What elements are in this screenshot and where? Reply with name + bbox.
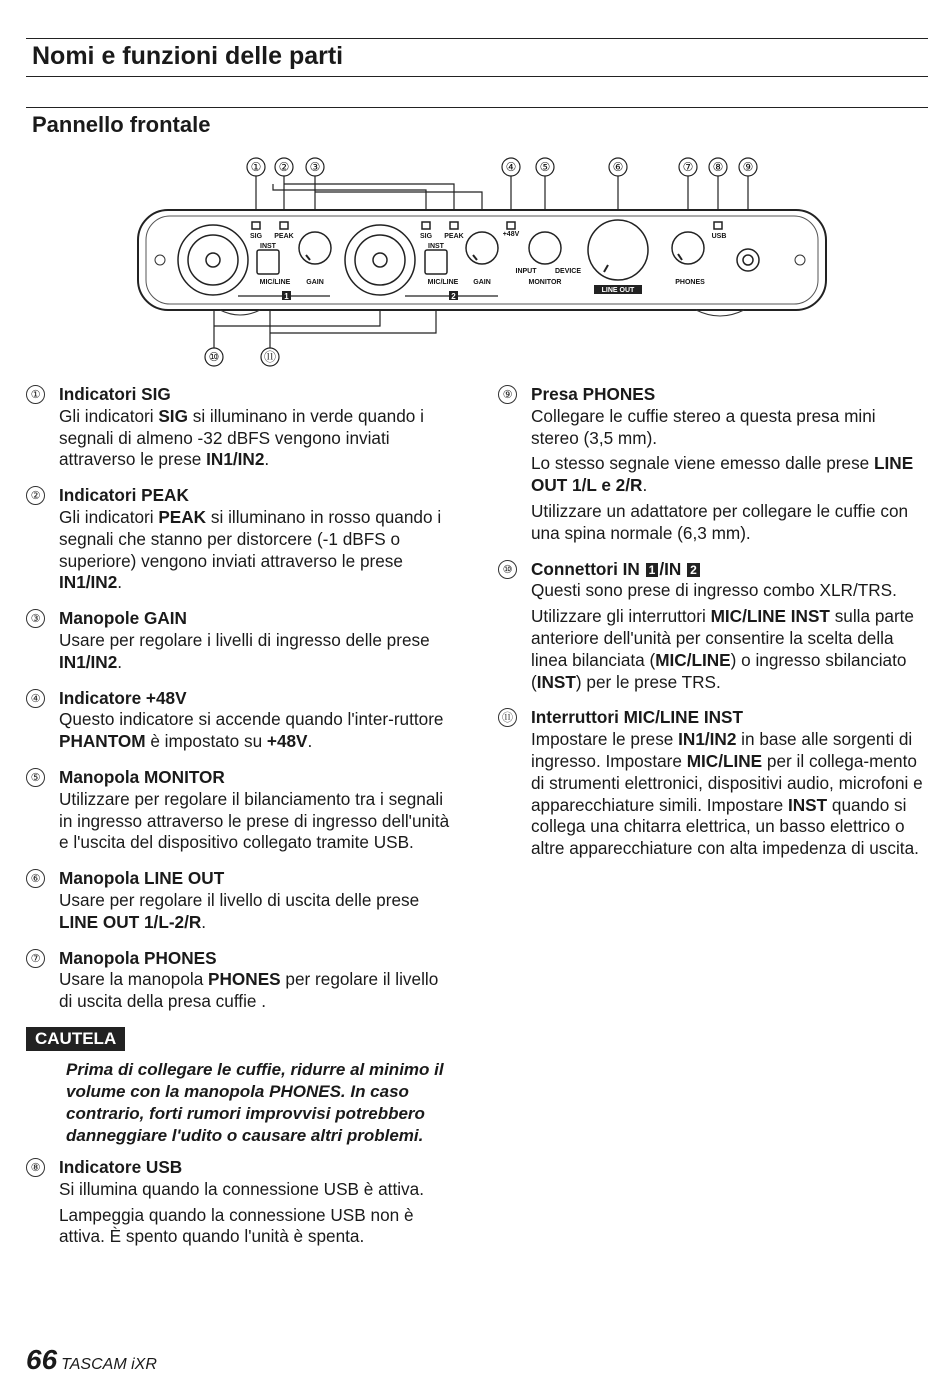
- line-out-label: LINE OUT: [601, 287, 635, 294]
- section-title: Pannello frontale: [32, 112, 211, 137]
- item-heading: Manopola PHONES: [59, 947, 217, 968]
- top-rule: [26, 38, 928, 39]
- phones-label: PHONES: [675, 279, 705, 286]
- callout-3-text: ③: [309, 160, 321, 174]
- item-body: Si illumina quando la connessione USB è attiva.: [59, 1178, 424, 1199]
- peak-label-1: PEAK: [274, 233, 294, 240]
- list-item: [26, 868, 456, 933]
- item-number: ②: [26, 486, 45, 505]
- list-item: [26, 688, 456, 753]
- micline-label-1: MIC/LINE: [259, 279, 291, 286]
- item-number: ④: [26, 689, 45, 708]
- item-body: Questi sono prese di ingresso combo XLR/TRS.: [531, 580, 897, 601]
- callout-1-text: ①: [250, 160, 262, 174]
- item-number: ⑤: [26, 768, 45, 787]
- item-number: ⑨: [498, 385, 517, 404]
- front-panel-diagram: [130, 150, 830, 372]
- item-body: Questo indicatore si accende quando l'inter-ruttore PHANTOM è impostato su +48V.: [59, 709, 444, 752]
- list-item: [26, 608, 456, 673]
- caution-label: CAUTELA: [26, 1027, 125, 1051]
- list-item: [26, 948, 456, 1013]
- item-body: Lampeggia quando la connessione USB non è attiva. È spento quando l'unità è spenta.: [59, 1204, 414, 1247]
- usb-label: USB: [711, 233, 727, 240]
- section-rule: [26, 107, 928, 108]
- device-label: DEVICE: [554, 268, 582, 275]
- item-body: Lo stesso segnale viene emesso dalle prese LINE OUT 1/L e 2/R.: [531, 453, 914, 496]
- right-column: [498, 384, 928, 874]
- item-body: Utilizzare gli interruttori MIC/LINE INST sulla parte anteriore dell'unità per consentire la scelta della linea bilanciata (MIC/LINE) o ingresso sbilanciato (INST) per le prese TRS.: [531, 606, 914, 692]
- list-item: [498, 384, 928, 545]
- item-heading: Interruttori MIC/LINE INST: [531, 707, 743, 728]
- callout-8-text: ⑧: [712, 160, 724, 174]
- item-heading: Connettori IN 1 /IN 2: [531, 559, 928, 581]
- list-item: [26, 767, 456, 854]
- model-name: TASCAM iXR: [61, 1356, 157, 1373]
- callout-9-text: ⑨: [742, 160, 754, 174]
- item-heading: Presa PHONES: [531, 384, 656, 404]
- micline-label-2: MIC/LINE: [427, 279, 459, 286]
- title-rule: [26, 76, 928, 77]
- item-body: Collegare le cuffie stereo a questa presa mini stereo (3,5 mm).: [531, 405, 876, 448]
- page-number: 66: [26, 1344, 58, 1375]
- item-number: ③: [26, 609, 45, 628]
- sig-label-2: SIG: [419, 233, 433, 240]
- gain-label-1: GAIN: [306, 279, 324, 286]
- peak-label-2: PEAK: [444, 233, 464, 240]
- item-body: Gli indicatori PEAK si illuminano in rosso quando i segnali che stanno per distorcere (-1 dBFS o superiore) vengono inviati attraverso le prese IN1/IN2.: [59, 506, 442, 593]
- inst-label-1: INST: [260, 243, 276, 250]
- item-body: Impostare le prese IN1/IN2 in base alle sorgenti di ingresso. Impostare MIC/LINE per il collega-mento di strumenti elettronici, dispositivi audio, microfoni e apparecchiature simili. Impostare INST quando si collega una chitarra elettrica, un basso elettrico o altre apparecchiature con alta impedenza di uscita.: [531, 729, 923, 859]
- item-heading: Indicatore +48V: [59, 687, 187, 708]
- callout-7-text: ⑦: [682, 160, 694, 174]
- gain-label-2: GAIN: [473, 279, 491, 286]
- item-number: ⑥: [26, 869, 45, 888]
- item-number: ⑧: [26, 1158, 45, 1177]
- list-item: [26, 1157, 456, 1248]
- callout-5-text: ⑤: [539, 160, 551, 174]
- ch2-badge: 2: [451, 292, 456, 301]
- item-body: Utilizzare per regolare il bilanciamento tra i segnali in ingresso attraverso le prese di ingresso dell'unità e l'uscita del dispositivo collegato tramite USB.: [59, 788, 450, 853]
- item-heading: Manopola MONITOR: [59, 766, 225, 787]
- item-body: Usare la manopola PHONES per regolare il livello di uscita della presa cuffie .: [59, 969, 439, 1012]
- callout-6-text: ⑥: [612, 160, 624, 174]
- item-heading: Manopole GAIN: [59, 608, 187, 629]
- item-body: Usare per regolare il livello di uscita delle prese LINE OUT 1/L-2/R.: [59, 889, 420, 932]
- item-body: Usare per regolare i livelli di ingresso delle prese IN1/IN2.: [59, 629, 430, 672]
- p48-label: +48V: [502, 231, 520, 238]
- item-heading: Indicatore USB: [59, 1156, 183, 1177]
- page-title: Nomi e funzioni delle parti: [32, 42, 344, 70]
- ch1-badge: 1: [284, 292, 289, 301]
- list-item: [26, 485, 456, 594]
- caution-box: [26, 1027, 456, 1147]
- inst-label-2: INST: [428, 243, 444, 250]
- item-number: ⑦: [26, 949, 45, 968]
- list-item: [498, 707, 928, 860]
- list-item: [26, 384, 456, 471]
- list-item: [498, 559, 928, 694]
- item-number: ⑪: [498, 708, 517, 727]
- left-column: [26, 384, 456, 1262]
- callout-11-text: ⑪: [263, 350, 277, 364]
- input-label: INPUT: [515, 268, 537, 275]
- callout-4-text: ④: [505, 160, 517, 174]
- item-heading: Manopola LINE OUT: [59, 868, 225, 889]
- channel-badge: 1: [646, 563, 659, 577]
- item-heading: Indicatori SIG: [59, 384, 171, 404]
- monitor-label: MONITOR: [528, 279, 562, 286]
- channel-badge: 2: [687, 563, 700, 577]
- item-number: ⑩: [498, 560, 517, 579]
- item-body: Gli indicatori SIG si illuminano in verde quando i segnali di almeno -32 dBFS vengono inviati attraverso le prese IN1/IN2.: [59, 405, 424, 470]
- item-body: Utilizzare un adattatore per collegare le cuffie con una spina normale (6,3 mm).: [531, 500, 909, 543]
- caution-text: Prima di collegare le cuffie, ridurre al minimo il volume con la manopola PHONES. In caso contrario, forti rumori improvvisi potrebbero danneggiare l'udito o causare altri problemi.: [66, 1059, 444, 1145]
- callout-10-text: ⑩: [208, 350, 220, 364]
- sig-label-1: SIG: [249, 233, 263, 240]
- item-number: ①: [26, 385, 45, 404]
- callout-2-text: ②: [278, 160, 290, 174]
- page-footer: [26, 1344, 157, 1376]
- item-heading: Indicatori PEAK: [59, 485, 189, 506]
